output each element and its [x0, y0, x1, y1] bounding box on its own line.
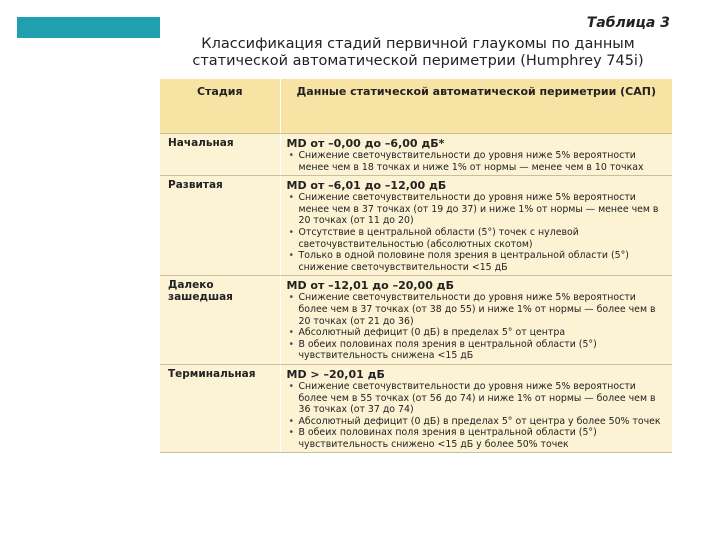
criteria-item: • Отсутствие в центральной области (5°) точек с нулевой светочувствительностью (абсолютных скотом) [287, 227, 665, 250]
glaucoma-stage-table [160, 79, 672, 453]
stage-criteria [280, 364, 672, 453]
stage-criteria [280, 134, 672, 176]
criteria-item: • Снижение светочувствительности до уровня ниже 5% вероятности более чем в 55 точках (от 56 до 74) и ниже 1% от нормы — более чем в 36 точках (от 37 до 74) [287, 381, 665, 416]
table-row [160, 176, 672, 276]
criteria-list [287, 150, 665, 173]
md-range: MD > –20,01 дБ [286, 367, 385, 381]
stage-criteria [280, 276, 672, 365]
criteria-item: • В обеих половинах поля зрения в центральной области (5°) чувствительность снижено <15 дБ у более 50% точек [287, 427, 665, 450]
table-number-label: Таблица 3 [586, 15, 670, 31]
stage-criteria [280, 176, 672, 276]
table-header-row [160, 79, 672, 134]
caption-line-1: Классификация стадий первичной глаукомы по данным [201, 36, 635, 52]
criteria-item: • Снижение светочувствительности до уровня ниже 5% вероятности менее чем в 18 точках и ниже 1% от нормы — менее чем в 10 точках [287, 150, 665, 173]
stage-name: Терминальная [160, 364, 280, 453]
criteria-item: • Абсолютный дефицит (0 дБ) в пределах 5° от центра у более 50% точек [287, 416, 665, 428]
criteria-item: • Снижение светочувствительности до уровня ниже 5% вероятности менее чем в 37 точках (от 19 до 37) и ниже 1% от нормы — менее чем в 20 точках (от 11 до 20) [287, 192, 665, 227]
decorative-accent-bar [17, 17, 160, 38]
stage-name: Начальная [160, 134, 280, 176]
md-range: MD от –12,01 до –20,00 дБ [286, 279, 454, 293]
criteria-item: • Только в одной половине поля зрения в центральной области (5°) снижение светочувствительности <15 дБ [287, 250, 665, 273]
stage-name: Далеко зашедшая [160, 276, 280, 365]
header-data: Данные статической автоматической периметрии (САП) [280, 79, 672, 134]
criteria-list [287, 192, 665, 273]
md-range: MD от –6,01 до –12,00 дБ [286, 179, 447, 193]
criteria-item: • Абсолютный дефицит (0 дБ) в пределах 5° от центра [287, 327, 665, 339]
caption-line-2: статической автоматической периметрии (Humphrey 745i) [192, 53, 644, 69]
criteria-list [287, 292, 665, 362]
criteria-item: • В обеих половинах поля зрения в центральной области (5°) чувствительность снижена <15 дБ [287, 339, 665, 362]
stage-name: Развитая [160, 176, 280, 276]
table-row [160, 134, 672, 176]
header-stage: Стадия [160, 79, 280, 134]
table-row [160, 364, 672, 453]
criteria-list [287, 381, 665, 451]
table-caption [168, 36, 668, 70]
md-range: MD от –0,00 до –6,00 дБ* [286, 137, 445, 150]
criteria-item: • Снижение светочувствительности до уровня ниже 5% вероятности более чем в 37 точках (от 38 до 55) и ниже 1% от нормы — более чем в 20 точках (от 21 до 36) [287, 292, 665, 327]
table-body [160, 134, 672, 453]
table-row [160, 276, 672, 365]
